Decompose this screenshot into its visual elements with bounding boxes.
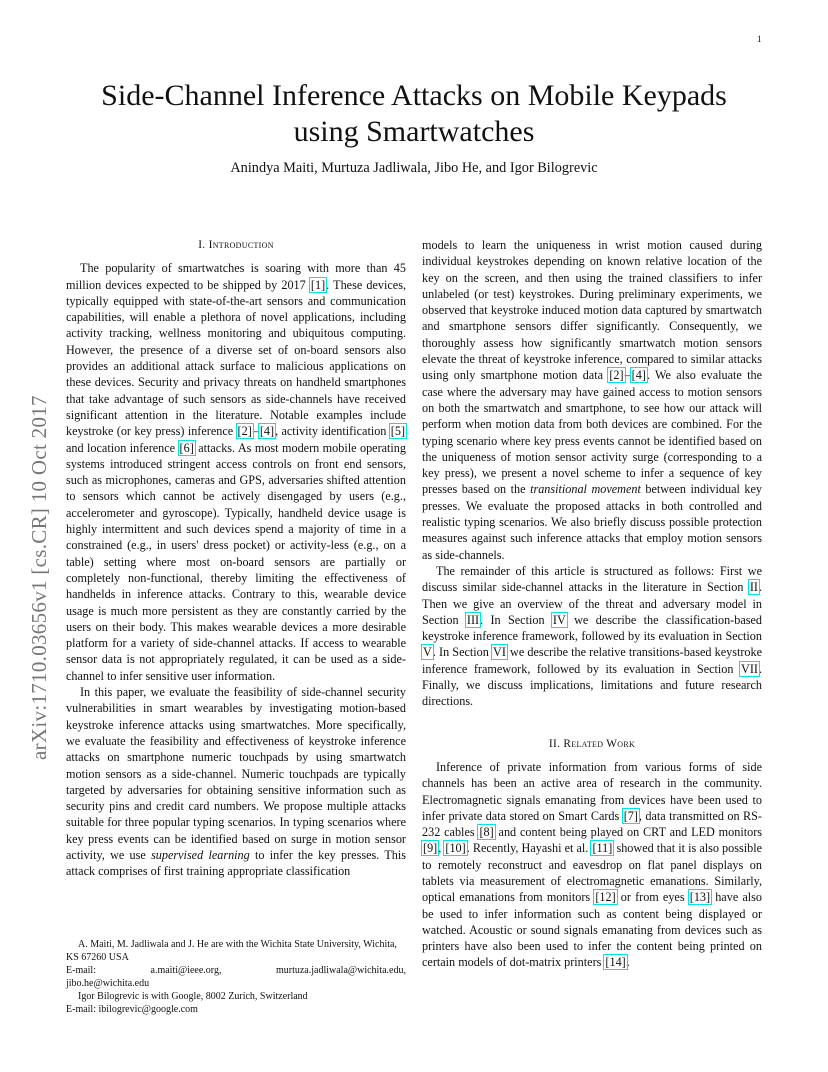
- text: to infer the key presses. This attack comprises of first training appropriate classification: [66, 847, 406, 879]
- citation-link[interactable]: [ 1 ]: [310, 278, 326, 292]
- citation-link[interactable]: [ 4 ]: [259, 424, 275, 438]
- citation-link[interactable]: [ 11 ]: [591, 841, 613, 855]
- text: –: [252, 424, 259, 439]
- text: .: [626, 955, 630, 970]
- intro-paragraph-2-continued: [422, 237, 762, 563]
- related-paragraph-1: [422, 759, 762, 971]
- footnote-emails: [66, 964, 406, 977]
- text: and location inference: [66, 440, 179, 455]
- text: attacks. As most modern mobile operating systems introduced stringent access controls on front end sensors, such as microphones, cameras and GPS, adversaries shifted attention to sensors which cannot be actively disengaged by users (e.g., accelerometer and gyroscope). Typically, handheld device usage is highly intermittent and such devices spend a majority of time in a constrained (e.g., in users' dress pocket) or activity-less (e.g., on a table) setting where most on-board sensors are partially or completely non-functional, thereby limiting the effectiveness of handhelds in inference attacks. Contrary to this, wearable device usage is much more persistent as they are constantly carried by the users on their body. This makes wearable devices a more desirable platform for a variety of side-channel attacks. If access to wearable sensor data is not appropriately regulated, it can be used as a side-channel to infer sensitive user information.: [66, 440, 406, 683]
- left-column: [66, 237, 406, 880]
- citation-link[interactable]: [ 4 ]: [631, 368, 647, 382]
- text: , data transmitted on RS-232 cables: [422, 808, 762, 840]
- emphasis: transitional movement: [530, 482, 641, 497]
- text: . We also evaluate the case where the adversary may have gained access to motion sensors on both the smartwatch and smartphone, to see how our attack will perform when motion data from both devices are combined. For the typing scenario where key press events cannot be identified based on the uniqueness of motion sensor activity surge (corresponding to a key press), we present a novel scheme to infer a sequence of key presses based on the: [422, 368, 762, 497]
- citation-link[interactable]: [ 10 ]: [444, 841, 466, 855]
- text: . Then we give an overview of the threat and adversary model in Section: [422, 580, 762, 627]
- emphasis: supervised learning: [151, 847, 250, 862]
- text: ,: [438, 841, 445, 856]
- text: . Finally, we discuss implications, limitations and future research directions.: [422, 661, 762, 709]
- section-link[interactable]: VI: [493, 645, 506, 660]
- section-heading-introduction: I. Introduction: [198, 239, 274, 251]
- paper-authors: Anindya Maiti, Murtuza Jadliwala, Jibo He, and Igor Bilogrevic: [230, 160, 598, 176]
- text: The popularity of smartwatches is soaring with more than 45 million devices expected to be shipped by 2017: [66, 261, 406, 292]
- text: . These devices, typically equipped with state-of-the-art sensors and communication capabilities, will enable a plethora of novel applications, including activity tracking, wellness monitoring and ubiquitous computing. However, the presence of a diverse set of on-board sensors also provides an additional attack surface to malicious applications on these devices. Security and privacy threats on handheld smartphones that take advantage of such sensors as side-channels have received significant attention in the literature. Notable examples include keystroke (or key press) inference: [66, 277, 406, 439]
- email-label: E-mail:: [66, 965, 96, 976]
- text: The remainder of this article is structured as follows: First we discuss similar side-channel attacks in the literature in Section: [422, 563, 762, 595]
- paper-title: Side-Channel Inference Attacks on Mobile Keypads using Smartwatches: [101, 79, 727, 148]
- text: or from eyes: [616, 890, 689, 905]
- section-link[interactable]: II: [749, 580, 758, 595]
- page-number: 1: [757, 34, 762, 44]
- section-link[interactable]: III: [466, 612, 480, 627]
- footnote-email-bilogrevic[interactable]: E-mail: ibilogrevic@google.com: [66, 1004, 198, 1015]
- section-heading-related-work: II. Related Work: [548, 737, 636, 750]
- text: between individual key presses. We evaluate the proposed attacks in both controlled and realistic typing scenarios. We also briefly discuss possible protection measures against such inference attacks that employ motion sensors as side-channels.: [422, 482, 762, 562]
- citation-link[interactable]: [ 5 ]: [390, 424, 406, 438]
- section-spacer: [422, 710, 762, 736]
- text: In this paper, we evaluate the feasibility of side-channel security vulnerabilities in smart wearables by investigating motion-based keystroke inference attacks using smartwatches. More specifically, we evaluate the feasibility and effectiveness of keystroke inference attacks on smartphone numeric touchpads by using smartwatch motion sensors as a side-channel. Numeric touchpads are typically targeted by adversaries for obtaining sensitive information such as security pins and credit card numbers. We propose multiple attacks suitable for three popular typing scenarios. In typing scenarios where key press events can be identified based on surge in motion sensor activity, we use: [66, 685, 406, 862]
- footnote-email-he[interactable]: jibo.he@wichita.edu: [66, 978, 150, 989]
- text: . In Section: [432, 645, 493, 660]
- citation-link[interactable]: [ 14 ]: [604, 955, 626, 969]
- text: . Recently, Hayashi et al.: [466, 841, 592, 856]
- citation-link[interactable]: [ 7 ]: [623, 809, 639, 823]
- text: and content being played on CRT and LED monitors: [494, 825, 762, 840]
- email-link-jadliwala[interactable]: murtuza.jadliwala@wichita.edu,: [275, 965, 406, 976]
- text: –: [624, 368, 631, 383]
- text: models to learn the uniqueness in wrist motion caused during individual keystrokes depending on known relative location of the key on the screen, and then using the trained classifiers to infer unlabeled (or test) keystrokes. During preliminary experiments, we observed that keystroke induced motion data captured by smartwatch and smartphone sensors differ significantly. Consequently, we thoroughly assess how significantly smartwatch motion sensors elevate the threat of keystroke inference, compared to similar attacks using only smartphone motion data: [422, 238, 762, 383]
- intro-paragraph-2: [66, 684, 406, 880]
- email-link-maiti[interactable]: a.maiti@ieee.org,: [150, 965, 222, 976]
- section-link[interactable]: VII: [741, 661, 758, 676]
- footnote-affiliation: A. Maiti, M. Jadliwala and J. He are with the Wichita State University, Wichita, KS 67260 USA: [66, 939, 397, 963]
- intro-paragraph-3: [422, 563, 762, 710]
- text: , activity identification: [275, 424, 390, 439]
- text: we describe the relative transitions-based keystroke inference framework, followed by its evaluation in Section: [422, 645, 762, 676]
- footnote-google-affiliation: Igor Bilogrevic is with Google, 8002 Zurich, Switzerland: [78, 991, 308, 1002]
- citation-link[interactable]: [ 2 ]: [237, 424, 253, 438]
- text: we describe the classification-based keystroke inference framework, followed by its evaluation in Section: [422, 612, 762, 644]
- text: Inference of private information from various forms of side channels has been an active area of research in the community. Electromagnetic signals emanating from devices have been used to infer private data stored on Smart Cards: [422, 759, 762, 823]
- text: . In Section: [480, 612, 552, 627]
- citation-link[interactable]: [ 9 ]: [422, 841, 438, 855]
- citation-link[interactable]: [ 13 ]: [689, 890, 711, 904]
- right-column: [422, 237, 762, 971]
- section-link[interactable]: V: [423, 645, 432, 660]
- citation-link[interactable]: [ 12 ]: [594, 890, 616, 904]
- intro-paragraph-1: [66, 260, 406, 684]
- citation-link[interactable]: [ 8 ]: [478, 825, 494, 839]
- text: showed that it is also possible to remotely reconstruct and eavesdrop on flat panel displays on tablets via measurement of electromagnetic emanations. Similarly, optical emanations from monitors: [422, 841, 763, 905]
- citation-link[interactable]: [ 6 ]: [179, 441, 195, 455]
- section-link[interactable]: IV: [552, 612, 566, 627]
- citation-link[interactable]: [ 2 ]: [608, 368, 624, 382]
- footnotes: [66, 938, 406, 1016]
- arxiv-identifier: arXiv:1710.03656v1 [cs.CR] 10 Oct 2017: [27, 395, 51, 760]
- text: have also be used to infer information such as content being displayed or watched. Acoustic or sound signals emanating from devices such as printers have also been used to infer the content being printed on certain models of dot-matrix printers: [422, 890, 763, 970]
